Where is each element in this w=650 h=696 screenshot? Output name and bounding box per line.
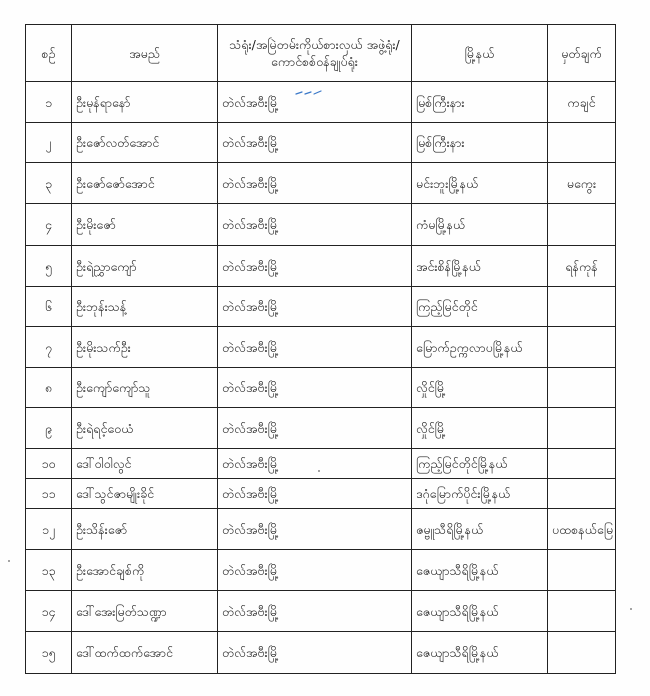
cell-township: လှိုင်မြို့ — [412, 408, 548, 449]
cell-name: ဦးဇော်လတ်အောင် — [72, 123, 218, 163]
cell-township: ဇေယျာသီရိမြို့နယ် — [412, 632, 548, 674]
cell-serial-no: ၁ — [26, 82, 72, 123]
cell-name: ဦးမိုးဇော် — [72, 204, 218, 246]
cell-serial-no: ၂ — [26, 123, 72, 163]
cell-township: ဇေယျာသီရိမြို့နယ် — [412, 591, 548, 632]
table-row — [26, 82, 616, 123]
cell-township: ကြည့်မြင်တိုင် — [412, 287, 548, 327]
cell-name: ဒေါ်အေးမြတ်သဏ္ဍာ — [72, 591, 218, 632]
cell-serial-no: ၁၃ — [26, 550, 72, 591]
cell-name: ဦးအောင်ချစ်ကို — [72, 550, 218, 591]
table-row — [26, 204, 616, 246]
cell-embassy-office: တဲလ်အဗီးမြို့ — [218, 123, 412, 163]
table-body — [26, 82, 616, 674]
cell-embassy-office: တဲလ်အဗီးမြို့ — [218, 591, 412, 632]
cell-remark: မကွေး — [548, 163, 616, 204]
table-row — [26, 163, 616, 204]
cell-embassy-office: တဲလ်အဗီးမြို့ — [218, 163, 412, 204]
table-row — [26, 632, 616, 674]
cell-serial-no: ၈ — [26, 368, 72, 408]
cell-remark — [548, 287, 616, 327]
table-row — [26, 123, 616, 163]
cell-serial-no: ၇ — [26, 327, 72, 368]
cell-embassy-office: တဲလ်အဗီးမြို့ — [218, 82, 412, 123]
cell-remark — [548, 123, 616, 163]
cell-embassy-office: တဲလ်အဗီးမြို့ — [218, 287, 412, 327]
table-row — [26, 591, 616, 632]
table-row — [26, 408, 616, 449]
cell-name: ဒေါ်ထက်ထက်အောင် — [72, 632, 218, 674]
cell-name: ဦးသိန်းဇော် — [72, 509, 218, 550]
cell-serial-no: ၁၂ — [26, 509, 72, 550]
cell-serial-no: ၁၀ — [26, 449, 72, 479]
cell-name: ဦးမုန်ရာနော် — [72, 82, 218, 123]
cell-remark — [548, 550, 616, 591]
cell-embassy-office: တဲလ်အဗီးမြို့ — [218, 327, 412, 368]
cell-remark — [548, 327, 616, 368]
cell-remark — [548, 632, 616, 674]
pen-stroke-mark — [295, 90, 323, 96]
header-serial-no: စဉ် — [26, 25, 72, 82]
table-row — [26, 246, 616, 287]
cell-serial-no: ၁၁ — [26, 479, 72, 509]
cell-serial-no: ၁၅ — [26, 632, 72, 674]
table-row — [26, 368, 616, 408]
cell-name: ဦးဘုန်းသန့် — [72, 287, 218, 327]
cell-serial-no: ၁၄ — [26, 591, 72, 632]
cell-township: မင်းဘူးမြို့နယ် — [412, 163, 548, 204]
header-name: အမည် — [72, 25, 218, 82]
cell-serial-no: ၅ — [26, 246, 72, 287]
cell-township: ဒဂုံမြောက်ပိုင်းမြို့နယ် — [412, 479, 548, 509]
cell-township: ကံမမြို့နယ် — [412, 204, 548, 246]
header-remark: မှတ်ချက် — [548, 25, 616, 82]
cell-remark: ရန်ကုန် — [548, 246, 616, 287]
cell-embassy-office: တဲလ်အဗီးမြို့ — [218, 246, 412, 287]
header-township: မြို့နယ် — [412, 25, 548, 82]
table-row — [26, 449, 616, 479]
paper-speck — [8, 560, 10, 562]
cell-township: ဇမ္ဗူသီရိမြို့နယ် — [412, 509, 548, 550]
table-row — [26, 550, 616, 591]
cell-remark — [548, 591, 616, 632]
cell-name: ဦးဇော်ဇော်အောင် — [72, 163, 218, 204]
cell-serial-no: ၉ — [26, 408, 72, 449]
cell-embassy-office: တဲလ်အဗီးမြို့ — [218, 408, 412, 449]
cell-embassy-office: တဲလ်အဗီးမြို့ — [218, 632, 412, 674]
cell-remark — [548, 368, 616, 408]
table-row — [26, 287, 616, 327]
cell-township: မြစ်ကြီးနား — [412, 123, 548, 163]
cell-embassy-office: တဲလ်အဗီးမြို့ — [218, 449, 412, 479]
cell-remark: ပထစနယ်မြေ — [548, 509, 616, 550]
cell-name: ဒေါ်ဝါဝါလွင် — [72, 449, 218, 479]
cell-township: အင်းစိန်မြို့နယ် — [412, 246, 548, 287]
cell-remark — [548, 408, 616, 449]
cell-embassy-office: တဲလ်အဗီးမြို့ — [218, 550, 412, 591]
cell-name: ဦးရဲရင့်ဝေယံ — [72, 408, 218, 449]
table-header-row — [26, 25, 616, 82]
cell-township: ဇေယျာသီရိမြို့နယ် — [412, 550, 548, 591]
cell-township: မြစ်ကြီးနား — [412, 82, 548, 123]
cell-serial-no: ၄ — [26, 204, 72, 246]
cell-township: လှိုင်မြို့ — [412, 368, 548, 408]
table-row — [26, 327, 616, 368]
cell-township: ကြည့်မြင်တိုင်မြို့နယ် — [412, 449, 548, 479]
cell-name: ဒေါ်သွင်ဇာမျိုးခိုင် — [72, 479, 218, 509]
cell-name: ဦးကျော်ကျော်သူ — [72, 368, 218, 408]
paper-speck — [630, 608, 632, 610]
cell-remark: ကချင် — [548, 82, 616, 123]
table-row — [26, 479, 616, 509]
table-row — [26, 509, 616, 550]
cell-embassy-office: တဲလ်အဗီးမြို့ — [218, 368, 412, 408]
cell-township: မြောက်ဥက္ကလာပမြို့နယ် — [412, 327, 548, 368]
personnel-table — [25, 24, 616, 674]
cell-serial-no: ၆ — [26, 287, 72, 327]
cell-name: ဦးမိုးသက်ဦး — [72, 327, 218, 368]
cell-serial-no: ၃ — [26, 163, 72, 204]
cell-embassy-office: တဲလ်အဗီးမြို့ — [218, 479, 412, 509]
cell-remark — [548, 479, 616, 509]
cell-remark — [548, 449, 616, 479]
cell-embassy-office: တဲလ်အဗီးမြို့ — [218, 204, 412, 246]
cell-remark — [548, 204, 616, 246]
paper-speck — [318, 470, 320, 472]
header-embassy-office: သံရုံး/အမြဲတမ်းကိုယ်စားလှယ် အဖွဲ့ရုံး/ကောင်စစ်ဝန်ချုပ်ရုံး — [218, 25, 412, 82]
cell-embassy-office: တဲလ်အဗီးမြို့ — [218, 509, 412, 550]
cell-name: ဦးရဲညွှာကျော် — [72, 246, 218, 287]
